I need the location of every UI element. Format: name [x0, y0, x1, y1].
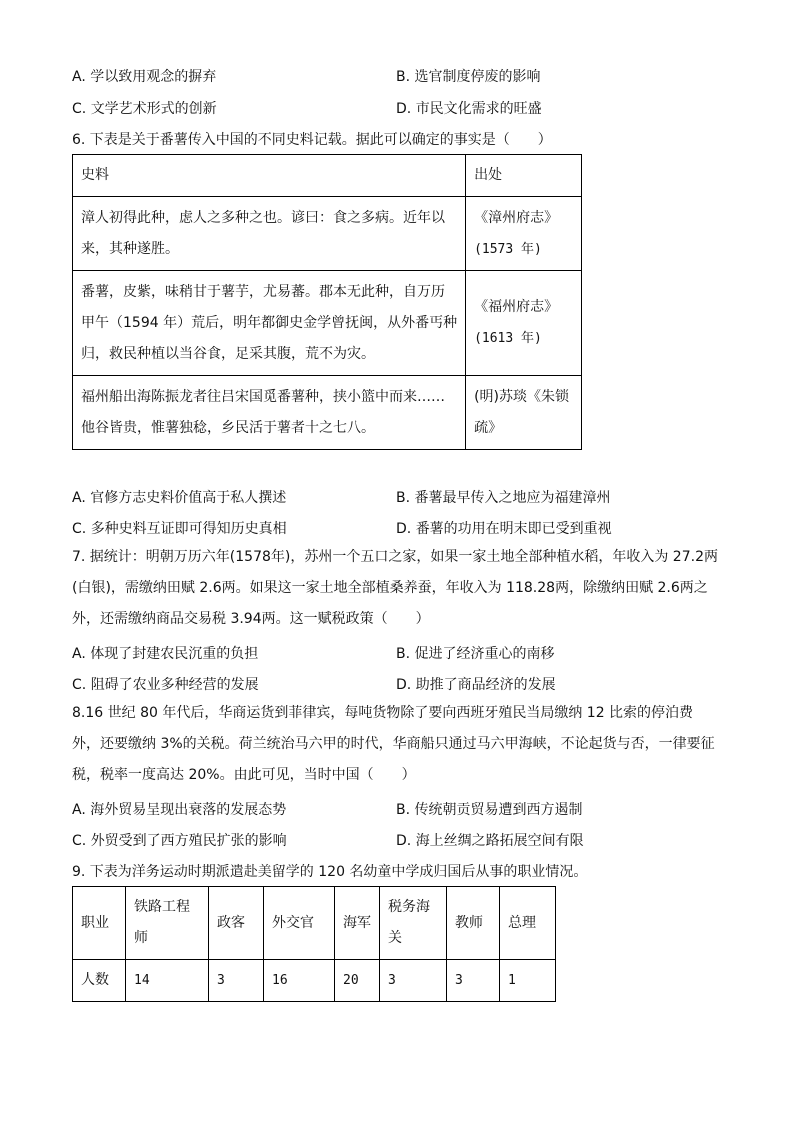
q5-option-c[interactable]: C. 文学艺术形式的创新 [72, 101, 217, 117]
table-row [73, 197, 582, 271]
q8-options-row-2 [72, 830, 692, 850]
q6-options-row-2 [72, 518, 692, 538]
q6-option-a[interactable]: A. 官修方志史料价值高于私人撰述 [72, 490, 287, 506]
q8-option-a[interactable]: A. 海外贸易呈现出衰落的发展态势 [72, 802, 287, 818]
count-cell: 1 [500, 960, 556, 1002]
q6-option-c[interactable]: C. 多种史料互证即可得知历史真相 [72, 521, 287, 537]
material-cell: 福州船出海陈振龙者往吕宋国觅番薯种，挟小篮中而来…… 他谷皆贵，惟薯独稔，乡民活于薯者十之七八。 [73, 376, 466, 450]
q7-option-b[interactable]: B. 促进了经济重心的南移 [396, 646, 555, 662]
count-cell: 3 [209, 960, 264, 1002]
count-cell: 3 [447, 960, 500, 1002]
row-label: 人数 [73, 960, 126, 1002]
header-material: 史料 [73, 155, 466, 197]
job-cell: 海军 [335, 887, 380, 960]
table-row-counts [73, 960, 556, 1002]
q8-options-row-1 [72, 799, 692, 819]
q5-options-row-1 [72, 66, 692, 86]
q6-option-b[interactable]: B. 番薯最早传入之地应为福建漳州 [396, 490, 611, 506]
q9-stem: 9. 下表为洋务运动时期派遣赴美留学的 120 名幼童中学成归国后从事的职业情况。 [72, 864, 588, 880]
job-cell: 总理 [500, 887, 556, 960]
job-cell: 政客 [209, 887, 264, 960]
q7-options-row-2 [72, 674, 692, 694]
source-cell: (明)苏琰《朱锁 疏》 [466, 376, 582, 450]
count-cell: 14 [126, 960, 209, 1002]
material-cell: 漳人初得此种，虑人之多种之也。谚曰：食之多病。近年以 来，其种遂胜。 [73, 197, 466, 271]
count-cell: 20 [335, 960, 380, 1002]
count-cell: 16 [264, 960, 335, 1002]
source-cell: 《漳州府志》 (1573 年) [466, 197, 582, 271]
q6-option-d[interactable]: D. 番薯的功用在明末即已受到重视 [396, 521, 612, 537]
q7-option-d[interactable]: D. 助推了商品经济的发展 [396, 677, 556, 693]
job-cell: 铁路工程 师 [126, 887, 209, 960]
q5-option-a[interactable]: A. 学以致用观念的摒弃 [72, 69, 217, 85]
table-row-jobs [73, 887, 556, 960]
table-row [73, 376, 582, 450]
q5-option-d[interactable]: D. 市民文化需求的旺盛 [396, 101, 542, 117]
q7-options-row-1 [72, 643, 692, 663]
job-cell: 教师 [447, 887, 500, 960]
q7-option-c[interactable]: C. 阻碍了农业多种经营的发展 [72, 677, 259, 693]
q6-options-row-1 [72, 487, 692, 507]
q9-career-table [72, 886, 556, 1002]
q7-stem: 7. 据统计：明朝万历六年(1578年)，苏州一个五口之家，如果一家土地全部种植水稻，年收入为 27.2两 (白银)，需缴纳田赋 2.6两。如果这一家土地全部植桑养蚕，年收入为 118.28两，除缴纳田赋 2.6两之 外，还需缴纳商品交易税 3.94两。这一赋税政策（ ） [72, 549, 718, 627]
source-cell: 《福州府志》 (1613 年) [466, 271, 582, 376]
q6-source-table [72, 154, 582, 450]
q8-stem: 8.16 世纪 80 年代后，华商运货到菲律宾，每吨货物除了要向西班牙殖民当局缴纳 12 比索的停泊费 外，还要缴纳 3%的关税。荷兰统治马六甲的时代，华商船只通过马六甲海峡，不论起货与否，一律要征 税，税率一度高达 20%。由此可见，当时中国（ ） [72, 705, 715, 783]
q5-options-row-2 [72, 98, 692, 118]
q7-option-a[interactable]: A. 体现了封建农民沉重的负担 [72, 646, 259, 662]
count-cell: 3 [380, 960, 447, 1002]
q6-stem: 6. 下表是关于番薯传入中国的不同史料记载。据此可以确定的事实是（ ） [72, 132, 552, 148]
q5-option-b[interactable]: B. 选官制度停废的影响 [396, 69, 541, 85]
q8-option-b[interactable]: B. 传统朝贡贸易遭到西方遏制 [396, 802, 583, 818]
q8-option-c[interactable]: C. 外贸受到了西方殖民扩张的影响 [72, 833, 287, 849]
row-label: 职业 [73, 887, 126, 960]
job-cell: 税务海 关 [380, 887, 447, 960]
material-cell: 番薯，皮紫，味稍甘于薯芋，尤易蕃。郡本无此种，自万历 甲午（1594 年）荒后，明年都御史金学曾抚闽，从外番丐种 归，救民种植以当谷食，足采其腹，荒不为灾。 [73, 271, 466, 376]
job-cell: 外交官 [264, 887, 335, 960]
table-header-row [73, 155, 582, 197]
header-source: 出处 [466, 155, 582, 197]
table-row [73, 271, 582, 376]
q8-option-d[interactable]: D. 海上丝绸之路拓展空间有限 [396, 833, 584, 849]
